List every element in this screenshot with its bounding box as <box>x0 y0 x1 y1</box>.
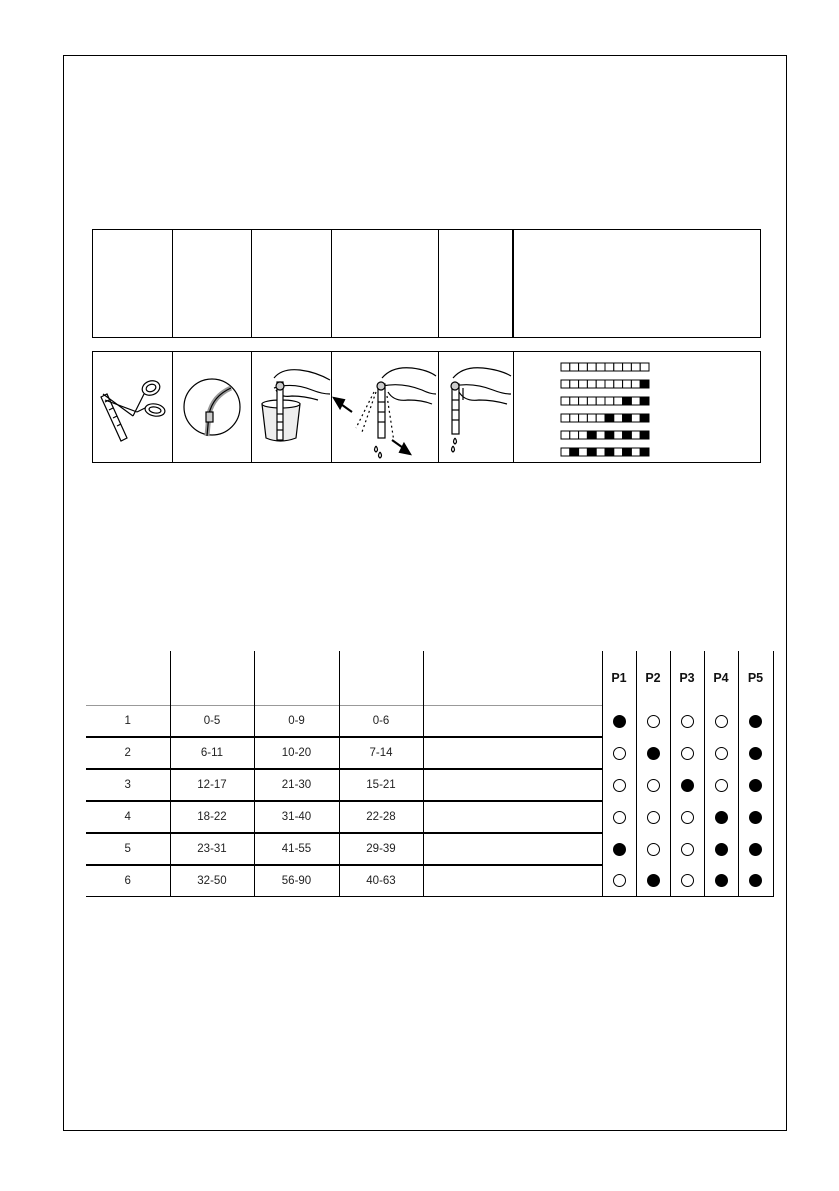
empty-dot-icon <box>681 874 694 887</box>
pad-cell-p5 <box>738 865 773 897</box>
step-label-6 <box>514 230 760 337</box>
pad-cell-p4 <box>704 833 738 865</box>
cell-description <box>423 865 602 897</box>
empty-pad <box>561 431 570 439</box>
filled-dot-icon <box>715 874 728 887</box>
cell-range-a: 18-22 <box>170 801 254 833</box>
pad-cell-p2 <box>636 769 670 801</box>
cell-range-c: 22-28 <box>339 801 423 833</box>
step-label-2 <box>173 230 252 337</box>
empty-dot-icon <box>613 747 626 760</box>
strip-pattern-3 <box>561 397 649 405</box>
dip-strip-cup-icon <box>252 352 332 462</box>
cell-level: 2 <box>86 737 170 769</box>
empty-pad <box>596 448 605 456</box>
cell-level: 4 <box>86 801 170 833</box>
pad-cell-p5 <box>738 769 773 801</box>
pad-cell-p3 <box>670 865 704 897</box>
empty-pad <box>605 397 614 405</box>
empty-pad <box>631 414 640 422</box>
cell-range-a: 6-11 <box>170 737 254 769</box>
empty-pad <box>579 397 588 405</box>
pad-cell-p2 <box>636 833 670 865</box>
empty-pad <box>561 448 570 456</box>
empty-pad <box>570 397 579 405</box>
step-label-row <box>92 229 761 338</box>
table-row <box>86 801 773 833</box>
step-label-5 <box>439 230 514 337</box>
cell-range-a: 32-50 <box>170 865 254 897</box>
empty-pad <box>596 363 605 371</box>
filled-pad <box>623 397 632 405</box>
filled-pad <box>605 448 614 456</box>
pad-cell-p4 <box>704 801 738 833</box>
cell-level: 5 <box>86 833 170 865</box>
filled-dot-icon <box>681 779 694 792</box>
strip-pattern-6 <box>561 448 649 456</box>
empty-pad <box>614 448 623 456</box>
cell-range-c: 7-14 <box>339 737 423 769</box>
filled-pad <box>640 448 649 456</box>
pad-cell-p1 <box>602 833 636 865</box>
empty-pad <box>579 414 588 422</box>
cell-range-a: 0-5 <box>170 706 254 738</box>
empty-pad <box>605 363 614 371</box>
empty-pad <box>623 380 632 388</box>
pad-cell-p5 <box>738 706 773 738</box>
pad-cell-p1 <box>602 865 636 897</box>
cell-range-c: 15-21 <box>339 769 423 801</box>
strip-pattern-2 <box>561 380 649 388</box>
pad-cell-p3 <box>670 801 704 833</box>
empty-pad <box>631 431 640 439</box>
cell-range-a: 23-31 <box>170 833 254 865</box>
cell-level: 6 <box>86 865 170 897</box>
empty-pad <box>587 414 596 422</box>
empty-pad <box>587 397 596 405</box>
tube-bend-icon <box>173 352 252 462</box>
empty-pad <box>596 397 605 405</box>
empty-pad <box>570 431 579 439</box>
pad-cell-p4 <box>704 769 738 801</box>
empty-pad <box>614 363 623 371</box>
header-cell-level <box>86 651 170 706</box>
cell-range-a: 12-17 <box>170 769 254 801</box>
filled-pad <box>623 414 632 422</box>
cell-level: 3 <box>86 769 170 801</box>
table-header <box>86 651 773 706</box>
empty-pad <box>596 431 605 439</box>
empty-pad <box>579 363 588 371</box>
empty-pad <box>623 363 632 371</box>
filled-dot-icon <box>613 843 626 856</box>
filled-pad <box>605 414 614 422</box>
pad-cell-p4 <box>704 706 738 738</box>
empty-pad <box>561 397 570 405</box>
pad-cell-p3 <box>670 833 704 865</box>
empty-dot-icon <box>647 715 660 728</box>
empty-pad <box>587 380 596 388</box>
color-chart-icon <box>514 352 760 462</box>
empty-pad <box>614 380 623 388</box>
cell-level: 1 <box>86 706 170 738</box>
pad-cell-p1 <box>602 737 636 769</box>
empty-pad <box>631 448 640 456</box>
filled-dot-icon <box>715 843 728 856</box>
cell-description <box>423 801 602 833</box>
header-cell-a <box>170 651 254 706</box>
cell-range-c: 29-39 <box>339 833 423 865</box>
strip-pattern-5 <box>561 431 649 439</box>
filled-pad <box>587 448 596 456</box>
step-label-3 <box>252 230 332 337</box>
filled-pad <box>623 448 632 456</box>
step-picture-row <box>92 351 761 463</box>
cell-range-b: 10-20 <box>254 737 339 769</box>
empty-pad <box>605 380 614 388</box>
empty-pad <box>596 380 605 388</box>
pad-cell-p4 <box>704 737 738 769</box>
filled-pad <box>640 431 649 439</box>
page-border <box>63 55 787 1131</box>
empty-dot-icon <box>647 811 660 824</box>
pad-cell-p1 <box>602 801 636 833</box>
empty-dot-icon <box>681 715 694 728</box>
cell-description <box>423 706 602 738</box>
drip-strip-icon <box>439 352 514 462</box>
strip-pattern-1 <box>561 363 649 371</box>
empty-pad <box>579 431 588 439</box>
empty-dot-icon <box>715 779 728 792</box>
step-label-4 <box>332 230 439 337</box>
empty-dot-icon <box>647 779 660 792</box>
empty-dot-icon <box>647 843 660 856</box>
header-cell-b <box>254 651 339 706</box>
cell-range-b: 31-40 <box>254 801 339 833</box>
empty-pad <box>587 363 596 371</box>
empty-dot-icon <box>613 811 626 824</box>
empty-dot-icon <box>613 779 626 792</box>
cell-range-b: 41-55 <box>254 833 339 865</box>
pad-cell-p2 <box>636 865 670 897</box>
shake-strip-icon <box>332 352 439 462</box>
empty-pad <box>570 414 579 422</box>
empty-pad <box>561 414 570 422</box>
empty-pad <box>614 397 623 405</box>
scissors-strip-icon <box>93 352 173 462</box>
pad-header-p4: P4 <box>704 651 738 706</box>
pad-cell-p2 <box>636 706 670 738</box>
strip-pattern-4 <box>561 414 649 422</box>
filled-dot-icon <box>647 874 660 887</box>
table-row <box>86 865 773 897</box>
cell-range-b: 0-9 <box>254 706 339 738</box>
filled-dot-icon <box>613 715 626 728</box>
cell-range-c: 0-6 <box>339 706 423 738</box>
filled-pad <box>605 431 614 439</box>
empty-pad <box>561 363 570 371</box>
filled-pad <box>570 448 579 456</box>
cell-range-c: 40-63 <box>339 865 423 897</box>
table-row <box>86 706 773 738</box>
empty-pad <box>614 431 623 439</box>
empty-pad <box>570 380 579 388</box>
pad-cell-p3 <box>670 769 704 801</box>
step-label-1 <box>93 230 173 337</box>
pad-cell-p2 <box>636 801 670 833</box>
empty-pad <box>640 363 649 371</box>
filled-dot-icon <box>647 747 660 760</box>
empty-dot-icon <box>681 843 694 856</box>
filled-dot-icon <box>749 715 762 728</box>
pad-cell-p5 <box>738 737 773 769</box>
empty-pad <box>570 363 579 371</box>
pad-cell-p1 <box>602 769 636 801</box>
pad-cell-p5 <box>738 801 773 833</box>
pad-cell-p5 <box>738 833 773 865</box>
empty-pad <box>596 414 605 422</box>
filled-pad <box>587 431 596 439</box>
empty-pad <box>631 380 640 388</box>
pad-header-p1: P1 <box>602 651 636 706</box>
filled-pad <box>640 414 649 422</box>
header-cell-c <box>339 651 423 706</box>
pad-cell-p4 <box>704 865 738 897</box>
cell-description <box>423 737 602 769</box>
filled-pad <box>640 397 649 405</box>
empty-pad <box>614 414 623 422</box>
empty-dot-icon <box>715 747 728 760</box>
filled-dot-icon <box>749 874 762 887</box>
reference-table <box>86 651 774 897</box>
empty-pad <box>631 397 640 405</box>
filled-dot-icon <box>715 811 728 824</box>
empty-pad <box>579 380 588 388</box>
table-row <box>86 833 773 865</box>
empty-dot-icon <box>715 715 728 728</box>
filled-pad <box>640 380 649 388</box>
table-row <box>86 737 773 769</box>
filled-dot-icon <box>749 747 762 760</box>
filled-dot-icon <box>749 811 762 824</box>
empty-dot-icon <box>613 874 626 887</box>
header-cell-desc <box>423 651 602 706</box>
empty-pad <box>631 363 640 371</box>
cell-range-b: 56-90 <box>254 865 339 897</box>
cell-description <box>423 769 602 801</box>
empty-pad <box>561 380 570 388</box>
empty-pad <box>579 448 588 456</box>
pad-cell-p3 <box>670 737 704 769</box>
filled-dot-icon <box>749 779 762 792</box>
pad-cell-p2 <box>636 737 670 769</box>
pad-cell-p1 <box>602 706 636 738</box>
pad-header-p2: P2 <box>636 651 670 706</box>
empty-dot-icon <box>681 747 694 760</box>
table-row <box>86 769 773 801</box>
cell-description <box>423 833 602 865</box>
pad-header-p5: P5 <box>738 651 773 706</box>
filled-dot-icon <box>749 843 762 856</box>
pad-header-p3: P3 <box>670 651 704 706</box>
pad-cell-p3 <box>670 706 704 738</box>
filled-pad <box>623 431 632 439</box>
empty-dot-icon <box>681 811 694 824</box>
cell-range-b: 21-30 <box>254 769 339 801</box>
